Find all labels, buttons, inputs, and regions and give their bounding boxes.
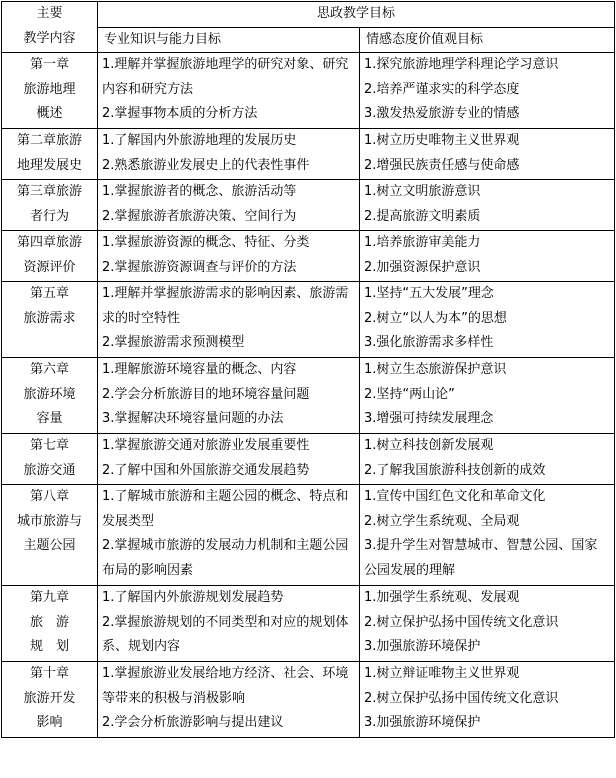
- chapter-line: 旅游开发: [23, 690, 76, 706]
- values-cell: [360, 180, 615, 231]
- chapter-cell: [2, 586, 98, 662]
- table-row: [2, 282, 615, 358]
- chapter-line: 影响: [36, 715, 63, 730]
- chapter-cell: [2, 180, 98, 231]
- values-cell-item: 2.树立保护弘扬中国传统文化意识: [364, 614, 559, 630]
- knowledge-cell-item: 2.了解中国和外国旅游交通发展趋势: [102, 462, 310, 478]
- knowledge-cell-item: 1.理解并掌握旅游地理学的研究对象、研究内容和研究方法: [102, 57, 349, 97]
- chapter-cell: [2, 662, 98, 738]
- values-cell-item: 3.增强可持续发展理念: [364, 411, 494, 426]
- knowledge-cell-item: 1.掌握旅游交通对旅游业发展重要性: [102, 438, 310, 453]
- chapter-line: 旅游环境: [23, 386, 76, 402]
- knowledge-cell-item: 1.掌握旅游资源的概念、特征、分类: [102, 235, 310, 250]
- values-cell: [360, 282, 615, 358]
- chapter-cell: [2, 129, 98, 180]
- values-cell-item: 1.探究旅游地理学科理论学习意识: [364, 57, 559, 72]
- values-cell-item: 2.提高旅游文明素质: [364, 208, 481, 224]
- table-row: [2, 434, 615, 485]
- chapter-line: 旅游交通: [23, 462, 76, 478]
- knowledge-cell-item: 2.掌握旅游需求预测模型: [102, 335, 245, 350]
- table-row: [2, 231, 615, 282]
- header-knowledge: 专业知识与能力目标: [98, 27, 360, 53]
- knowledge-cell: [98, 586, 360, 662]
- knowledge-cell: [98, 282, 360, 358]
- table-row: [2, 180, 615, 231]
- values-cell-item: 1.加强学生系统观、发展观: [364, 590, 520, 605]
- values-cell: [360, 53, 615, 129]
- chapter-line: 第四章旅游: [16, 235, 82, 250]
- values-cell: [360, 358, 615, 434]
- knowledge-cell: [98, 358, 360, 434]
- values-cell-item: 1.树立科技创新发展观: [364, 438, 494, 453]
- knowledge-cell: [98, 129, 360, 180]
- values-cell-item: 3.强化旅游需求多样性: [364, 335, 494, 350]
- knowledge-cell-item: 1.了解国内外旅游地理的发展历史: [102, 133, 297, 148]
- knowledge-cell: [98, 434, 360, 485]
- knowledge-cell: [98, 485, 360, 586]
- values-cell-item: 3.提升学生对智慧城市、智慧公园、国家公园发展的理解: [364, 538, 598, 578]
- knowledge-cell-item: 2.掌握旅游规划的不同类型和对应的规划体系、规划内容: [102, 614, 349, 654]
- knowledge-cell-item: 2.掌握旅游资源调查与评价的方法: [102, 259, 297, 275]
- values-cell-item: 2.树立学生系统观、全局观: [364, 513, 520, 529]
- values-cell-item: 2.树立保护弘扬中国传统文化意识: [364, 690, 559, 706]
- knowledge-cell: [98, 662, 360, 738]
- chapter-line: 地理发展史: [16, 157, 82, 173]
- chapter-line: 第五章: [29, 286, 69, 301]
- knowledge-cell: [98, 231, 360, 282]
- knowledge-cell: [98, 53, 360, 129]
- values-cell-item: 3.加强旅游环境保护: [364, 715, 481, 730]
- table-row: [2, 586, 615, 662]
- chapter-line: 第十章: [29, 666, 69, 681]
- table-row: [2, 358, 615, 434]
- knowledge-cell-item: 1.了解城市旅游和主题公园的概念、特点和发展类型: [102, 489, 349, 529]
- knowledge-cell-item: 2.掌握事物本质的分析方法: [102, 106, 258, 121]
- header-main-content: [2, 2, 98, 53]
- values-cell-item: 2.增强民族责任感与使命感: [364, 157, 520, 173]
- values-cell-item: 2.坚持“两山论”: [364, 386, 455, 402]
- knowledge-cell: [98, 180, 360, 231]
- values-cell-item: 1.树立历史唯物主义世界观: [364, 133, 520, 148]
- chapter-line: 第二章旅游: [16, 133, 82, 148]
- values-cell-item: 2.培养严谨求实的科学态度: [364, 81, 520, 97]
- chapter-cell: [2, 434, 98, 485]
- table-row: [2, 485, 615, 586]
- chapter-line: 资源评价: [23, 259, 76, 275]
- knowledge-cell-item: 1.了解国内外旅游规划发展趋势: [102, 590, 284, 605]
- chapter-line: 第六章: [29, 362, 69, 377]
- values-cell-item: 3.激发热爱旅游专业的情感: [364, 106, 520, 121]
- values-cell: [360, 231, 615, 282]
- values-cell-item: 1.树立文明旅游意识: [364, 184, 481, 199]
- chapter-line: 城市旅游与: [16, 513, 82, 529]
- values-cell: [360, 434, 615, 485]
- values-cell-item: 1.坚持“五大发展”理念: [364, 286, 494, 301]
- chapter-line: 第八章: [29, 489, 69, 504]
- values-cell: [360, 586, 615, 662]
- knowledge-cell-item: 2.学会分析旅游影响与提出建议: [102, 715, 284, 730]
- values-cell-item: 1.树立辩证唯物主义世界观: [364, 666, 520, 681]
- values-cell-item: 1.宣传中国红色文化和革命文化: [364, 489, 546, 504]
- table-body: [2, 2, 615, 738]
- table-row: [2, 662, 615, 738]
- knowledge-cell-item: 2.掌握旅游者旅游决策、空间行为: [102, 208, 297, 224]
- chapter-line: 概述: [36, 106, 63, 121]
- chapter-line: 者行为: [29, 208, 69, 224]
- knowledge-cell-item: 1.理解旅游环境容量的概念、内容: [102, 362, 297, 377]
- knowledge-cell-item: 2.熟悉旅游业发展史上的代表性事件: [102, 157, 310, 173]
- table-row: [2, 53, 615, 129]
- chapter-line: 第九章: [29, 590, 69, 605]
- chapter-line: 第一章: [29, 57, 69, 72]
- knowledge-cell-item: 2.掌握城市旅游的发展动力机制和主题公园布局的影响因素: [102, 538, 349, 578]
- chapter-line: 主题公园: [23, 538, 76, 553]
- chapter-line: 第三章旅游: [16, 184, 82, 199]
- objectives-table: [1, 1, 615, 738]
- knowledge-cell-item: 1.掌握旅游业发展给地方经济、社会、环境等带来的积极与消极影响: [102, 666, 349, 706]
- values-cell-item: 2.了解我国旅游科技创新的成效: [364, 462, 546, 478]
- header-group-title: 思政教学目标: [98, 2, 615, 28]
- chapter-line: 规 划: [29, 639, 69, 654]
- header-main-content-line: 主要: [36, 6, 63, 21]
- chapter-cell: [2, 485, 98, 586]
- table-row: [2, 129, 615, 180]
- chapter-line: 旅 游: [29, 614, 69, 630]
- chapter-cell: [2, 53, 98, 129]
- header-row-1: [2, 2, 615, 28]
- chapter-cell: [2, 231, 98, 282]
- chapter-line: 旅游需求: [23, 310, 76, 326]
- header-main-content-line: 教学内容: [23, 30, 76, 46]
- knowledge-cell-item: 1.掌握旅游者的概念、旅游活动等: [102, 184, 297, 199]
- values-cell-item: 3.加强旅游环境保护: [364, 639, 481, 654]
- chapter-cell: [2, 358, 98, 434]
- header-values: 情感态度价值观目标: [360, 27, 615, 53]
- chapter-line: 旅游地理: [23, 81, 76, 97]
- knowledge-cell-item: 2.学会分析旅游目的地环境容量问题: [102, 386, 310, 402]
- values-cell: [360, 129, 615, 180]
- values-cell-item: 2.加强资源保护意识: [364, 259, 481, 275]
- values-cell: [360, 485, 615, 586]
- chapter-cell: [2, 282, 98, 358]
- values-cell-item: 1.培养旅游审美能力: [364, 235, 481, 250]
- chapter-line: 容量: [36, 411, 63, 426]
- values-cell-item: 1.树立生态旅游保护意识: [364, 362, 507, 377]
- knowledge-cell-item: 1.理解并掌握旅游需求的影响因素、旅游需求的时空特性: [102, 286, 349, 326]
- chapter-line: 第七章: [29, 438, 69, 453]
- knowledge-cell-item: 3.掌握解决环境容量问题的办法: [102, 411, 284, 426]
- values-cell-item: 2.树立“以人为本”的思想: [364, 310, 507, 326]
- values-cell: [360, 662, 615, 738]
